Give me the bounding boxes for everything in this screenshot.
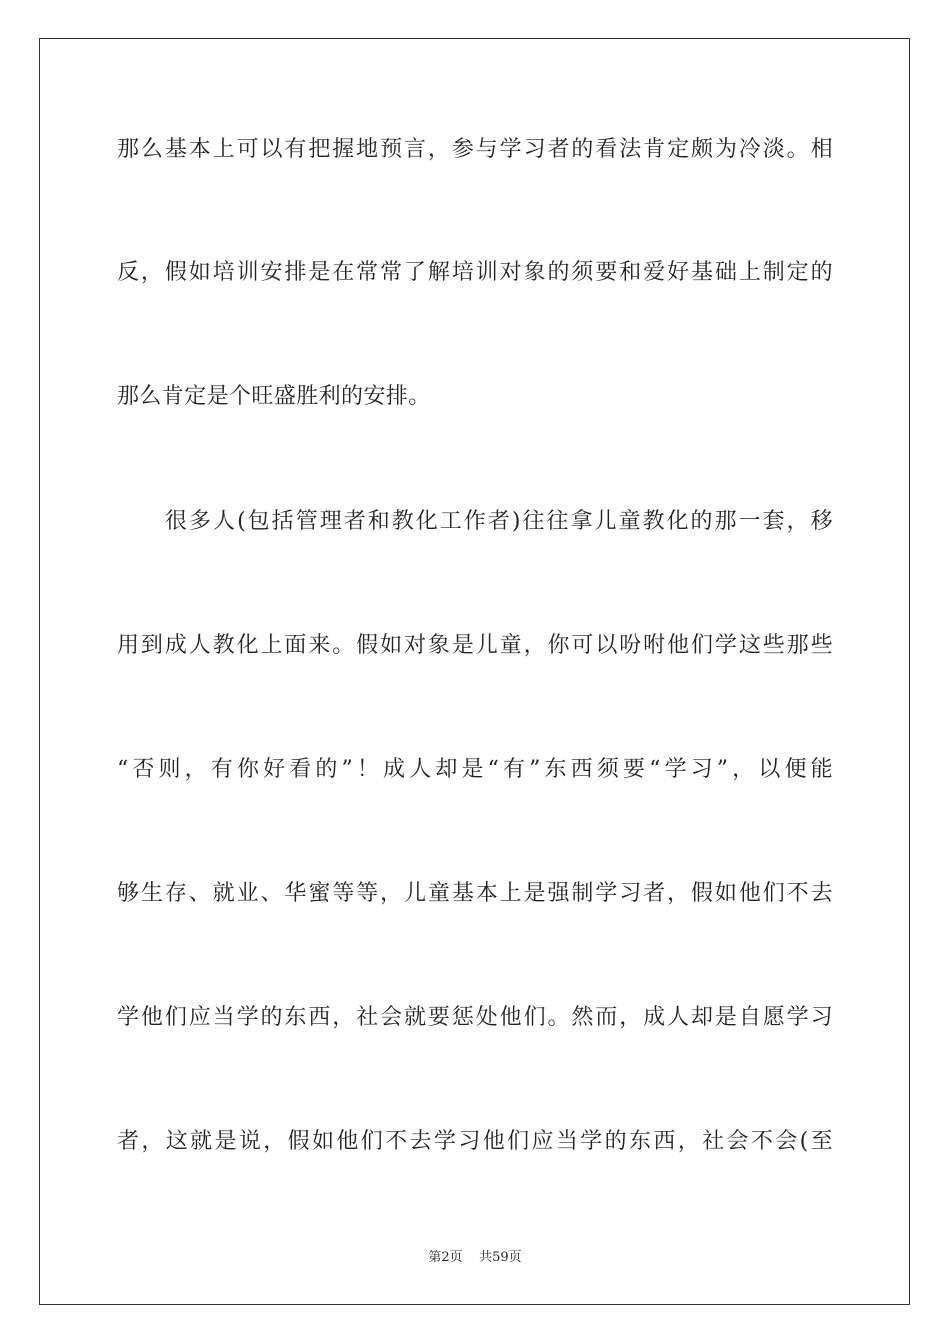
text-line-2: 反，假如培训安排是在常常了解培训对象的须要和爱好基础上制定的	[117, 260, 833, 285]
page-border	[39, 38, 910, 1305]
page-footer	[0, 1249, 950, 1267]
text-line-6: “否则，有你好看的”！成人却是“有”东西须要“学习”，以便能	[117, 757, 833, 782]
text-line-9: 者，这就是说，假如他们不去学习他们应当学的东西，社会不会(至	[117, 1129, 833, 1154]
text-line-8: 学他们应当学的东西，社会就要惩处他们。然而，成人却是自愿学习	[117, 1005, 833, 1030]
text-line-1: 那么基本上可以有把握地预言，参与学习者的看法肯定颇为冷淡。相	[117, 137, 833, 162]
text-line-7: 够生存、就业、华蜜等等，儿童基本上是强制学习者，假如他们不去	[117, 881, 833, 906]
text-line-3: 那么肯定是个旺盛胜利的安排。	[117, 384, 431, 409]
text-line-4: 很多人(包括管理者和教化工作者)往往拿儿童教化的那一套，移	[117, 509, 833, 534]
page-number: 第2页	[428, 1250, 463, 1265]
total-pages: 共59页	[479, 1250, 522, 1265]
text-line-5: 用到成人教化上面来。假如对象是儿童，你可以吩咐他们学这些那些	[117, 633, 833, 658]
